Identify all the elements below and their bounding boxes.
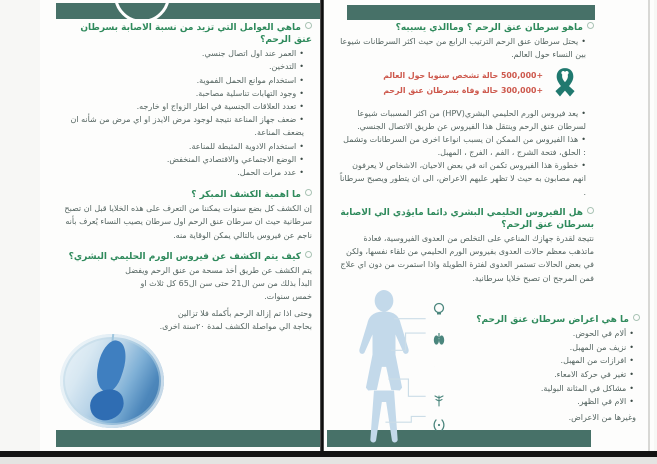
- list-item-text: ضعف جهاز المناعة نتيجة لوجود مرض الايدز او اي مرض من شأنه ان يضعف المناعة.: [70, 115, 304, 138]
- bullet-icon: •: [299, 88, 304, 98]
- section-marker-icon: [305, 189, 312, 196]
- list-item-text: الام في الظهر.: [577, 397, 627, 407]
- gloved-hand: [91, 337, 132, 394]
- list-item-text: تغير في حركة الامعاء.: [554, 369, 627, 379]
- early-detection-paragraph: إن الكشف كل بضع سنوات يمكننا من التعرف على هذه الخلايا قبل ان تصبح سرطانية حيث ان سرطان عنق الرحم اول سرطان يصيب النساء يُعرف بأنه ناجم عن فيروس بالتالي يمكن الوقاية منه.: [64, 204, 312, 240]
- section-marker-icon: [305, 22, 312, 29]
- statistics-text: [383, 69, 543, 97]
- list-item: [428, 354, 634, 368]
- bullet-icon: •: [581, 108, 586, 118]
- list-item: [62, 113, 304, 139]
- list-item-text: العمر عند اول اتصال جنسي.: [201, 49, 297, 59]
- what-is-list: [338, 35, 594, 61]
- bullet-icon: •: [299, 115, 304, 125]
- statistics-block: [338, 65, 580, 103]
- woman-silhouette-icon: [336, 290, 432, 448]
- list-item: [62, 74, 304, 87]
- page-edge-shadow: [648, 0, 650, 452]
- list-item-text: استخدام موانع الحمل الفموية.: [196, 75, 297, 85]
- list-item: [428, 341, 634, 355]
- stat-line: +300,000 حالة وفاة بسرطان عنق الرحم: [383, 85, 543, 95]
- center-fold-line: [320, 0, 324, 452]
- bullet-icon: •: [299, 141, 304, 151]
- list-item: [338, 159, 586, 199]
- list-item: [62, 47, 304, 60]
- header-band-left: [56, 3, 320, 19]
- section-marker-icon: [587, 22, 594, 29]
- list-item-text: تعدد العلاقات الجنسية في اطار الزواج او خارجه.: [136, 102, 297, 112]
- bullet-icon: •: [581, 37, 586, 47]
- bullet-icon: •: [629, 342, 634, 352]
- list-item: [62, 87, 304, 100]
- list-item-text: وجود التهابات تناسلية مصاحبة.: [195, 88, 297, 98]
- bullet-icon: •: [299, 49, 304, 59]
- list-item: [338, 35, 586, 61]
- section-heading-early-detection: [62, 189, 312, 201]
- section-heading-always-leads: [338, 207, 594, 231]
- list-item: [428, 327, 634, 341]
- bullet-icon: •: [299, 154, 304, 164]
- background-strip: [0, 457, 657, 464]
- heading-text: هل الفيروس الحليمي البشري دائما مايؤدي الي الاصابة بسرطان عنق الرحم؟: [340, 207, 594, 230]
- bullet-icon: •: [299, 62, 304, 72]
- list-item: [428, 368, 634, 382]
- bullet-icon: •: [581, 134, 586, 144]
- list-item-text: ألام في الحوض.: [572, 329, 627, 339]
- bullet-icon: •: [299, 102, 304, 112]
- section-marker-icon: [305, 251, 312, 258]
- how-detect-paragraph-2: وحتى اذا تم إزالة الرحم بأكمله فلا تزالين بحاجة الي مواصلة الكشف لمدة ٢٠سنة اخرى.: [159, 308, 312, 331]
- cervical-smear-photo: [60, 334, 164, 428]
- bullet-icon: •: [629, 356, 634, 366]
- section-marker-icon: [633, 314, 640, 321]
- header-band-right: [347, 5, 595, 20]
- factors-list: [62, 47, 312, 179]
- list-item-text: عدد مرات الحمل.: [237, 167, 297, 177]
- heading-text: ماهو سرطان عنق الرحم ؟ وماالذي يسببه؟: [395, 23, 583, 33]
- heading-text: ما هي اعراض سرطان عنق الرحم؟: [476, 315, 629, 325]
- list-item: [338, 107, 586, 133]
- list-item-text: خطورة هذا الفيروس تكمن انه في بعض الاحيان، الاشخاص لا يعرفون انهم مصابون به حيث لا تظهر عليهم الاعراض، الى ان يتطور ويصبح سرطاناً .: [339, 161, 586, 197]
- symptoms-section: [428, 312, 640, 424]
- list-item-text: استخدام الادوية المثبطة للمناعة.: [188, 141, 297, 151]
- how-detect-paragraph-1: يتم الكشف عن طريق أخذ مسحة من عنق الرحم ويفضل البدأ بذلك من سن ال21 حتى سن ال65 كل ثلاث او خمس سنوات.: [125, 266, 312, 302]
- gloved-hand: [87, 387, 126, 423]
- list-item: [62, 60, 304, 73]
- section-marker-icon: [587, 207, 594, 214]
- heading-text: ماهي العوامل التي تزيد من نسبة الاصابة بسرطان عنق الرحم؟: [80, 23, 312, 46]
- section-heading-how-detect: [62, 251, 312, 263]
- bullet-icon: •: [581, 161, 586, 171]
- bullet-icon: •: [629, 329, 634, 339]
- list-item: [428, 395, 634, 409]
- bullet-icon: •: [629, 397, 634, 407]
- symptoms-tail-note: وغيرها من الاعراض.: [568, 412, 636, 422]
- right-page-content: [338, 20, 594, 288]
- left-page-content: [62, 20, 312, 336]
- symptoms-list: [428, 327, 640, 409]
- bullet-icon: •: [629, 383, 634, 393]
- list-item-text: هذا الفيروس من الممكن ان يسبب انواعا اخرى من السرطانات وتشمل : الحلق، فتحة الشرج ، الفم ، الفرج ، المهبل.: [343, 134, 586, 158]
- bullet-icon: •: [629, 369, 634, 379]
- list-item: [428, 382, 634, 396]
- list-item-text: مشاكل في المثانة البولية.: [540, 383, 627, 393]
- always-leads-paragraph: نتيجة لقدرة جهازك المناعي على التخلص من العدوى الفيروسية، فعادة ماتذهب معظم حالات العدوى بفيروس الورم الحليمي من تلقاء نفسها، ولكن في بعض الحالات تستمر العدوى لفترة الطويلة واذا استمرت من دون اي علاج فمن المرجح ان تصبح خلايا سرطانية.: [340, 234, 594, 283]
- section-heading-factors: [62, 22, 312, 46]
- bullet-icon: •: [299, 75, 304, 85]
- list-item-text: الوضع الاجتماعي والاقتصادي المنخفض.: [166, 154, 297, 164]
- section-heading-symptoms: [428, 314, 640, 326]
- list-item: [338, 133, 586, 159]
- list-item-text: افرازات من المهبل.: [560, 356, 627, 366]
- awareness-ribbon-icon: [550, 65, 580, 103]
- list-item: [62, 166, 304, 179]
- list-item-text: نزيف من المهبل.: [569, 342, 627, 352]
- list-item: [62, 100, 304, 113]
- footer-band-left: [56, 430, 320, 447]
- list-item-text: يعد فيروس الورم الحليمي البشري(HPV) من اكثر المسببات شيوعا لسرطان عنق الرحم وينتقل هذا الفيروس عن طريق الاتصال الجنسي.: [357, 108, 586, 131]
- heading-text: ما اهمية الكشف المبكر ؟: [191, 190, 301, 201]
- heading-text: كيف يتم الكشف عن فيروس الورم الحليمي البشري؟: [68, 251, 301, 262]
- bullet-icon: •: [299, 167, 304, 177]
- stat-line: +500,000 حالة تشخص سنويا حول العالم: [383, 71, 543, 81]
- list-item: [62, 153, 304, 166]
- what-is-list-2: [338, 107, 594, 199]
- list-item-text: يحتل سرطان عنق الرحم الترتيب الرابع من حيث اكثر السرطانات شيوعا بين النساء حول العالم.: [340, 37, 586, 60]
- list-item: [62, 140, 304, 153]
- list-item-text: التدخين.: [269, 62, 297, 72]
- section-heading-what-is: [338, 22, 594, 34]
